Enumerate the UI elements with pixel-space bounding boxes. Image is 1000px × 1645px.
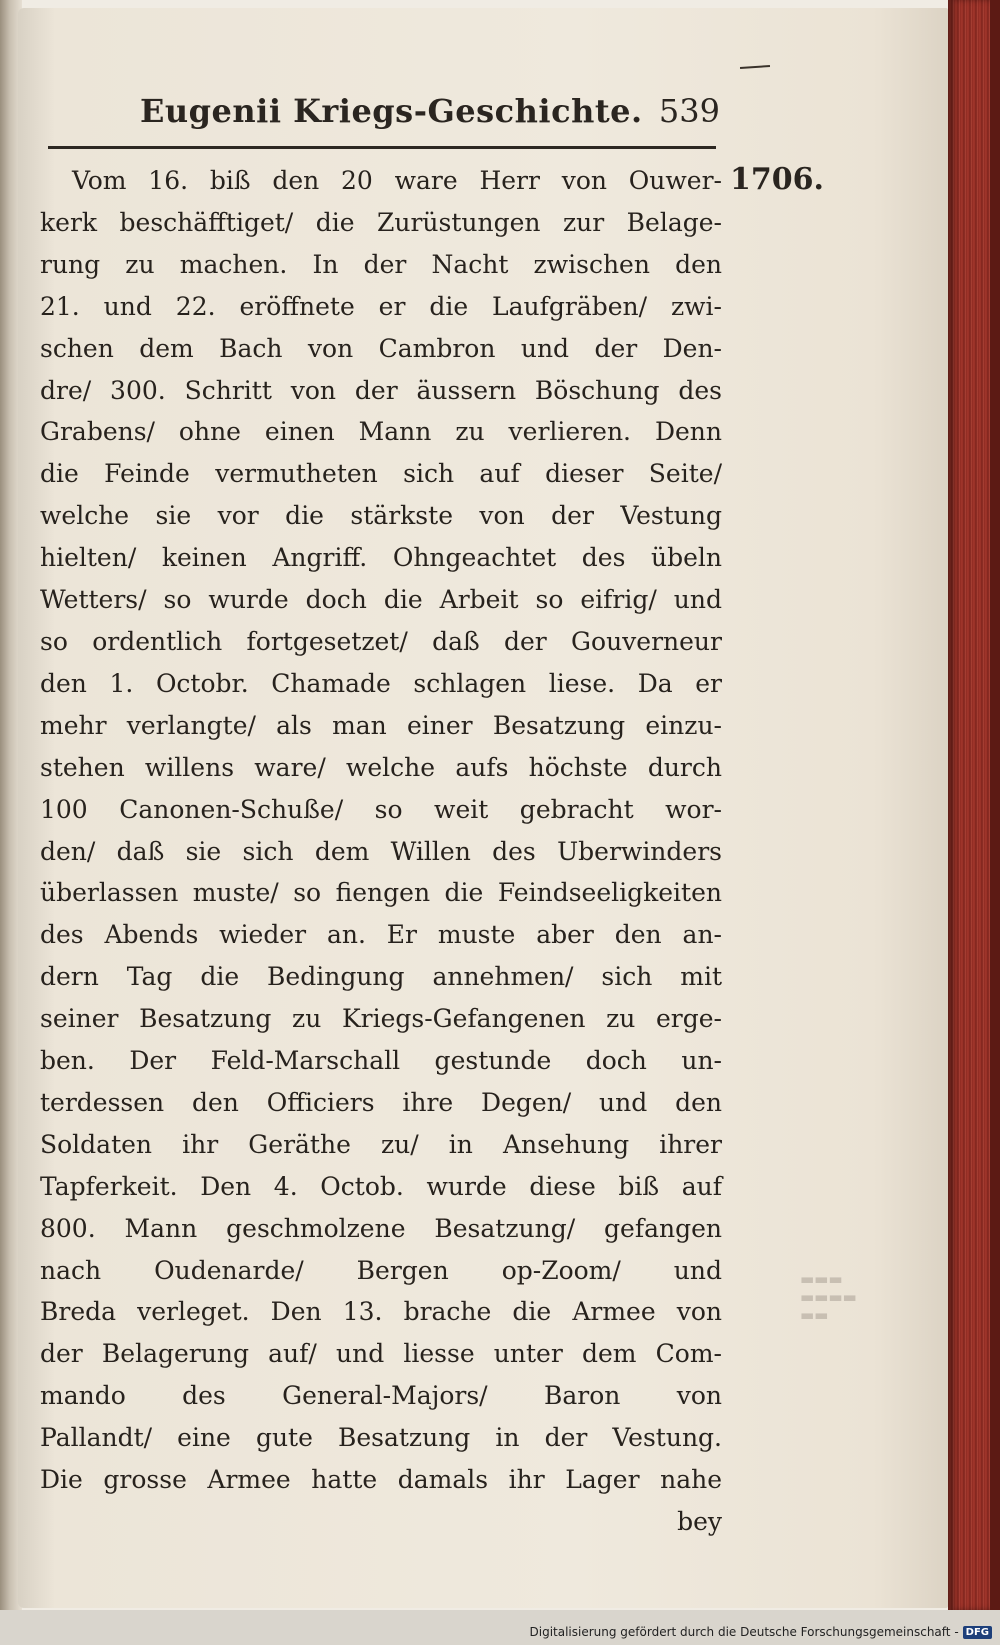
running-title: Eugenii Kriegs-Geschichte.	[140, 92, 643, 130]
show-through-text: ▬▬▬ ▬▬▬▬ ▬▬	[800, 1270, 857, 1324]
text-line: Vom 16. biß den 20 ware Herr von Ouwer-	[72, 166, 722, 195]
book-red-edge	[948, 0, 1000, 1610]
footer-strip	[0, 1610, 1000, 1645]
book-cover-edge	[990, 0, 1000, 1610]
text-line: hielten/ keinen Angriff. Ohngeachtet des übeln	[40, 543, 722, 573]
text-line: die Feinde vermutheten sich auf dieser Seite/	[40, 459, 722, 489]
text-line: schen dem Bach von Cambron und der Den-	[40, 333, 722, 363]
margin-year-note: 1706.	[730, 162, 824, 197]
text-line: welche sie vor die stärkste von der Vestung	[40, 501, 722, 531]
text-line: Tapferkeit. Den 4. Octob. wurde diese biß auf	[40, 1171, 722, 1201]
text-line: Wetters/ so wurde doch die Arbeit so eifrig/ und	[40, 585, 722, 615]
text-line: mando des General-Majors/ Baron von	[40, 1381, 722, 1411]
text-line: des Abends wieder an. Er muste aber den an-	[40, 920, 722, 950]
catchword: bey	[677, 1507, 722, 1536]
text-line: so ordentlich fortgesetzet/ daß der Gouverneur	[40, 626, 722, 656]
text-line: kerk beschäfftiget/ die Zurüstungen zur Belage-	[40, 207, 722, 237]
text-line: nach Oudenarde/ Bergen op-Zoom/ und	[40, 1255, 722, 1285]
text-line: überlassen muste/ so fiengen die Feindseeligkeiten	[40, 878, 722, 908]
text-line: terdessen den Officiers ihre Degen/ und den	[40, 1087, 722, 1117]
text-line: dern Tag die Bedingung annehmen/ sich mit	[40, 962, 722, 992]
text-line: den 1. Octobr. Chamade schlagen liese. Da er	[40, 668, 722, 698]
text-line: seiner Besatzung zu Kriegs-Gefangenen zu erge-	[40, 1004, 722, 1034]
body-text	[40, 160, 722, 1543]
text-line: 21. und 22. eröffnete er die Laufgräben/ zwi-	[40, 291, 722, 321]
text-line: rung zu machen. In der Nacht zwischen den	[40, 249, 722, 279]
credit-text: Digitalisierung gefördert durch die Deutsche Forschungsgemeinschaft -	[529, 1625, 959, 1639]
text-line: Die grosse Armee hatte damals ihr Lager nahe	[40, 1465, 722, 1495]
text-line: 800. Mann geschmolzene Besatzung/ gefangen	[40, 1213, 722, 1243]
text-line: Grabens/ ohne einen Mann zu verlieren. Denn	[40, 417, 722, 447]
page-number: 539	[658, 92, 720, 130]
text-line: den/ daß sie sich dem Willen des Uberwinders	[40, 836, 722, 866]
page-header	[130, 88, 720, 136]
digitization-credit	[530, 1625, 993, 1639]
header-rule	[48, 146, 716, 149]
text-line: dre/ 300. Schritt von der äussern Böschung des	[40, 375, 722, 405]
text-line: 100 Canonen-Schuße/ so weit gebracht wor-	[40, 794, 722, 824]
text-line: Breda verleget. Den 13. brache die Armee von	[40, 1297, 722, 1327]
dfg-logo: DFG	[963, 1626, 992, 1639]
text-line: Soldaten ihr Geräthe zu/ in Ansehung ihrer	[40, 1129, 722, 1159]
text-line: mehr verlangte/ als man einer Besatzung einzu-	[40, 710, 722, 740]
text-line: ben. Der Feld-Marschall gestunde doch un-	[40, 1046, 722, 1076]
text-line: stehen willens ware/ welche aufs höchste durch	[40, 752, 722, 782]
text-line: Pallandt/ eine gute Besatzung in der Vestung.	[40, 1423, 722, 1453]
text-line: der Belagerung auf/ und liesse unter dem Com-	[40, 1339, 722, 1369]
